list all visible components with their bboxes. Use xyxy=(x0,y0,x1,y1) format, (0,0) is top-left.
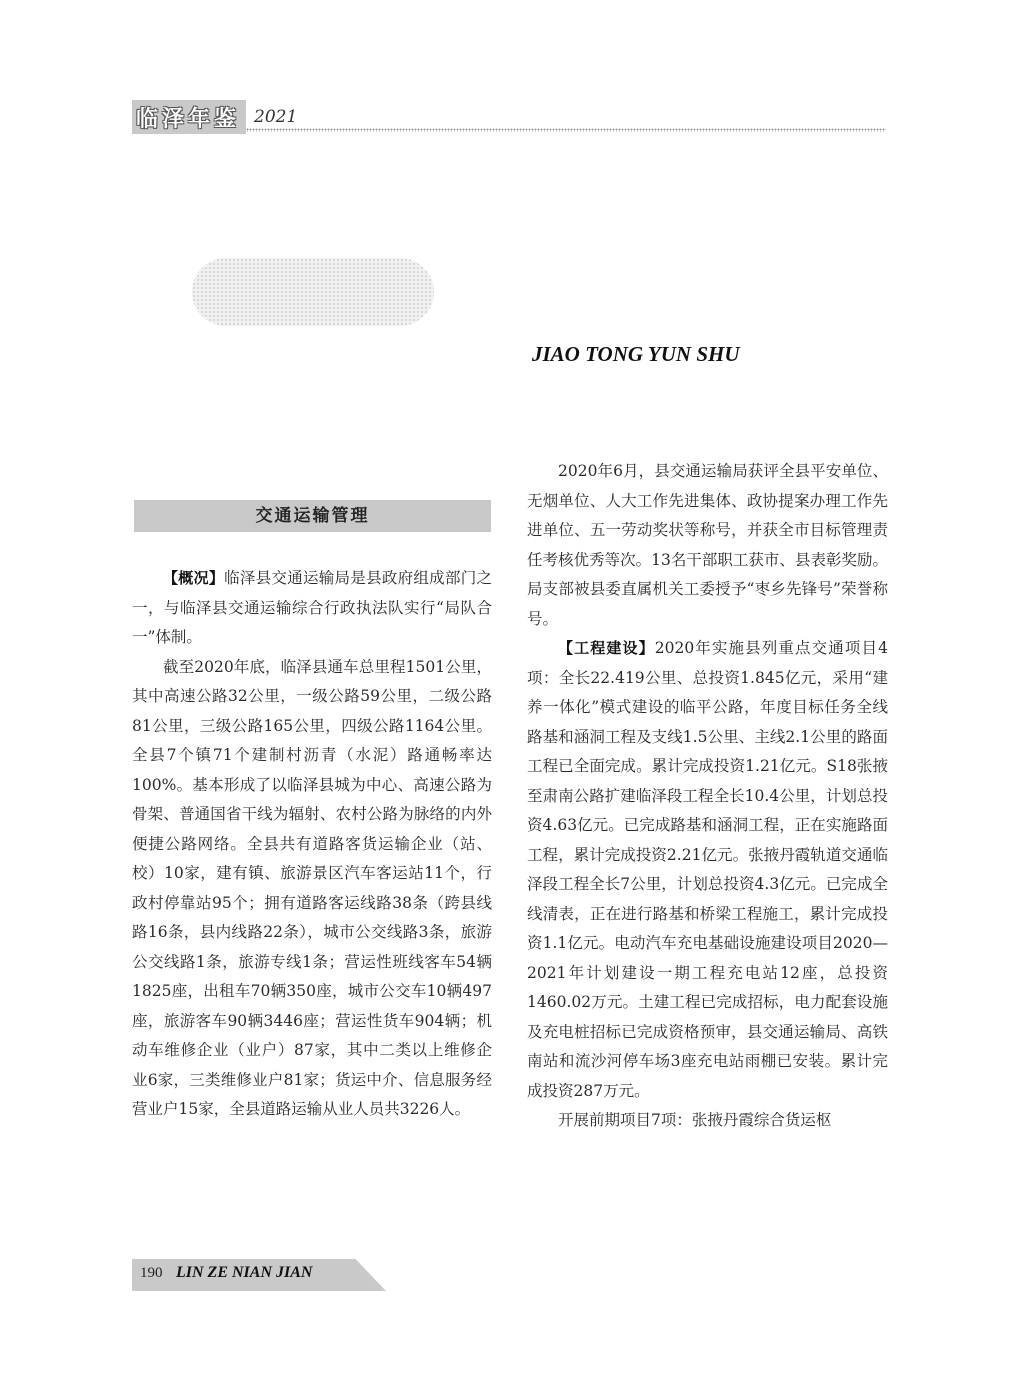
page-number: 190 xyxy=(140,1265,163,1281)
paragraph-preliminary: 开展前期项目7项：张掖丹霞综合货运枢 xyxy=(558,1111,832,1129)
left-column xyxy=(132,564,492,1125)
book-year: 2021 xyxy=(254,107,298,127)
paragraph-road-stats: 截至2020年底，临泽县通车总里程1501公里，其中高速公路32公里，一级公路59公里，二级公路81公里，三级公路165公里，四级公路1164公里。全县7个镇71个建制村沥青（水泥）路通畅率达100%。基本形成了以临泽县城为中心、高速公路为骨架、普通国省干线为辐射、农村公路为脉络的内外便捷公路网络。全县共有道路客货运输企业（站、校）10家，建有镇、旅游景区汽车客运站11个，行政村停靠站95个；拥有道路客运线路38条（跨县线路16条，县内线路22条），城市公交线路3条，旅游公交线路1条，旅游专线1条；营运性班线客车54辆1825座，出租车70辆350座，城市公交车10辆497座，旅游客车90辆3446座；营运性货车904辆；机动车维修企业（业户）87家，其中二类以上维修企业6家，三类维修业户81家；货运中介、信息服务经营业户15家，全县道路运输从业人员共3226人。 xyxy=(132,657,492,1118)
chapter-pinyin-title: JIAO TONG YUN SHU xyxy=(532,342,740,366)
paragraph-construction xyxy=(527,634,888,1106)
decorative-dot-pattern xyxy=(192,258,434,326)
header-dotted-rule xyxy=(246,128,886,132)
overview-tag: 【概况】 xyxy=(163,569,225,587)
construction-text: 2020年实施县列重点交通项目4项：全长22.419公里、总投资1.845亿元，采用“建养一体化”模式建设的临平公路，年度目标任务全线路基和涵洞工程及支线1.5公里、主线2.1公里的路面工程已全面完成。累计完成投资1.21亿元。S18张掖至肃南公路扩建临泽段工程全长10.4公里，计划总投资4.63亿元。已完成路基和涵洞工程，正在实施路面工程，累计完成投资2.21亿元。张掖丹霞轨道交通临泽段工程全长7公里，计划总投资4.3亿元。已完成全线清表，正在进行路基和桥梁工程施工，累计完成投资1.1亿元。电动汽车充电基础设施建设项目2020—2021年计划建设一期工程充电站12座，总投资1460.02万元。土建工程已完成招标，电力配套设施及充电桩招标已完成资格预审，县交通运输局、高铁南站和流沙河停车场3座充电站雨棚已安装。累计完成投资287万元。 xyxy=(527,639,888,1100)
footer-book-title: LIN ZE NIAN JIAN xyxy=(176,1264,313,1281)
paragraph-honors: 2020年6月，县交通运输局获评全县平安单位、无烟单位、人大工作先进集体、政协提案办理工作先进单位、五一劳动奖状等称号，并获全市目标管理责任考核优秀等次。13名干部职工获市、县表彰奖励。局支部被县委直属机关工委授予“枣乡先锋号”荣誉称号。 xyxy=(527,462,888,628)
paragraph-overview xyxy=(132,564,492,653)
overview-text: 临泽县交通运输局是县政府组成部门之一，与临泽县交通运输综合行政执法队实行“局队合一”体制。 xyxy=(132,569,492,646)
construction-tag: 【工程建设】 xyxy=(558,639,655,657)
book-title: 临泽年鉴 xyxy=(136,106,241,132)
right-column xyxy=(527,457,888,1136)
section-heading: 交通运输管理 xyxy=(134,500,491,532)
